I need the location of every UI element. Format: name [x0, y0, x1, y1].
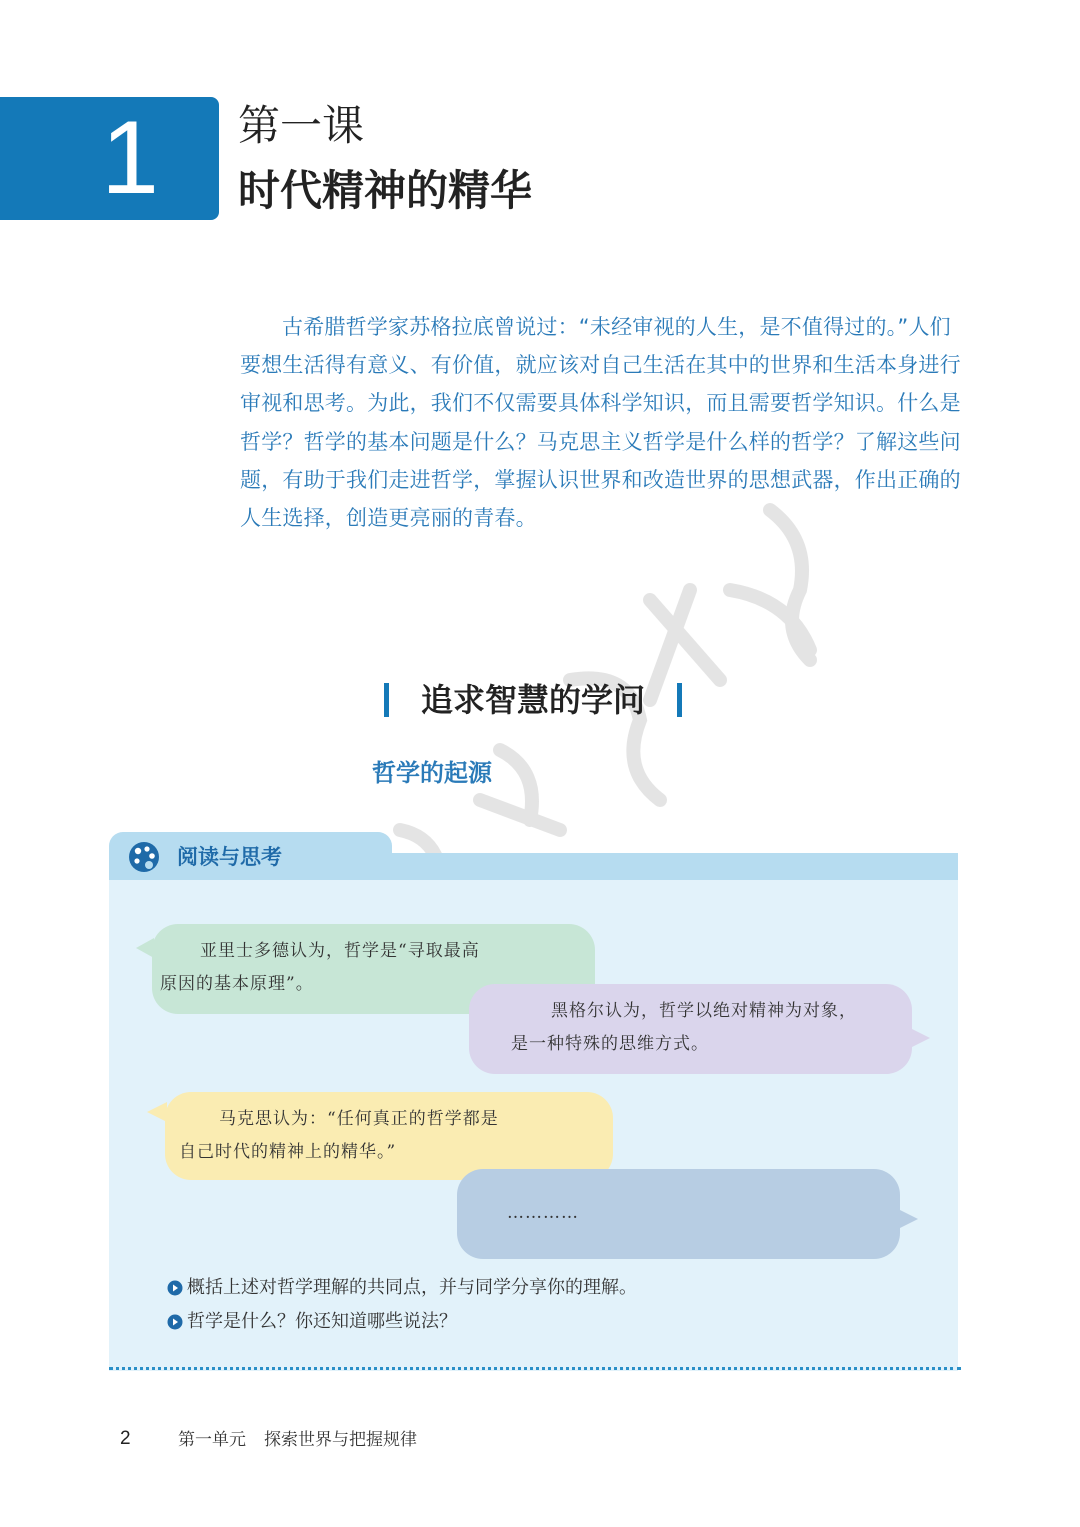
question-item: [167, 1274, 637, 1302]
section-heading-text: 追求智慧的学问: [420, 681, 645, 719]
bubble-line: 是一种特殊的思维方式。: [511, 1034, 709, 1054]
bubble-line: 马克思认为：“任何真正的哲学都是: [219, 1109, 499, 1129]
panel-tab: [109, 832, 392, 880]
section-heading: [0, 678, 1066, 722]
lesson-number: 1: [101, 100, 159, 216]
subheading: 哲学的起源: [372, 758, 492, 787]
footer-unit: [178, 1427, 417, 1453]
page-number: 2: [120, 1428, 131, 1449]
heading-bar-left: [384, 683, 389, 717]
lesson-title: 时代精神的精华: [238, 166, 533, 215]
unit-label: 第一单元: [178, 1430, 246, 1450]
speech-bubble-more: [457, 1169, 900, 1259]
play-circle-icon: [167, 1314, 183, 1330]
question-text: 概括上述对哲学理解的共同点，并与同学分享你的理解。: [187, 1277, 637, 1298]
bubble-line: 原因的基本原理”。: [160, 974, 314, 994]
speech-bubble-marx: [165, 1092, 613, 1180]
intro-paragraph: 古希腊哲学家苏格拉底曾说过：“未经审视的人生，是不值得过的。”人们要想生活得有意义、有价值，就应该对自己生活在其中的世界和生活本身进行审视和思考。为此，我们不仅需要具体科学知识，而且需要哲学知识。什么是哲学？哲学的基本问题是什么？马克思主义哲学是什么样的哲学？了解这些问题，有助于我们走进哲学，掌握认识世界和改造世界的思想武器，作出正确的人生选择，创造更亮丽的青春。: [240, 315, 961, 531]
bubble-line: 自己时代的精神上的精华。”: [179, 1142, 397, 1162]
bubble-line: 黑格尔认为，哲学以绝对精神为对象，: [551, 1001, 857, 1021]
palette-icon: [127, 840, 161, 874]
bubble-line: 亚里士多德认为，哲学是“寻取最高: [200, 941, 480, 961]
lesson-label: 第一课: [238, 101, 365, 150]
unit-title: 探索世界与把握规律: [264, 1430, 417, 1450]
panel-tab-label: 阅读与思考: [177, 845, 282, 869]
play-circle-icon: [167, 1280, 183, 1296]
panel-dotted-divider: [109, 1367, 961, 1370]
question-text: 哲学是什么？你还知道哪些说法？: [187, 1311, 457, 1332]
question-item: [167, 1308, 457, 1336]
speech-bubble-hegel: [469, 984, 912, 1074]
bubble-line: …………: [507, 1203, 579, 1223]
heading-bar-right: [677, 683, 682, 717]
